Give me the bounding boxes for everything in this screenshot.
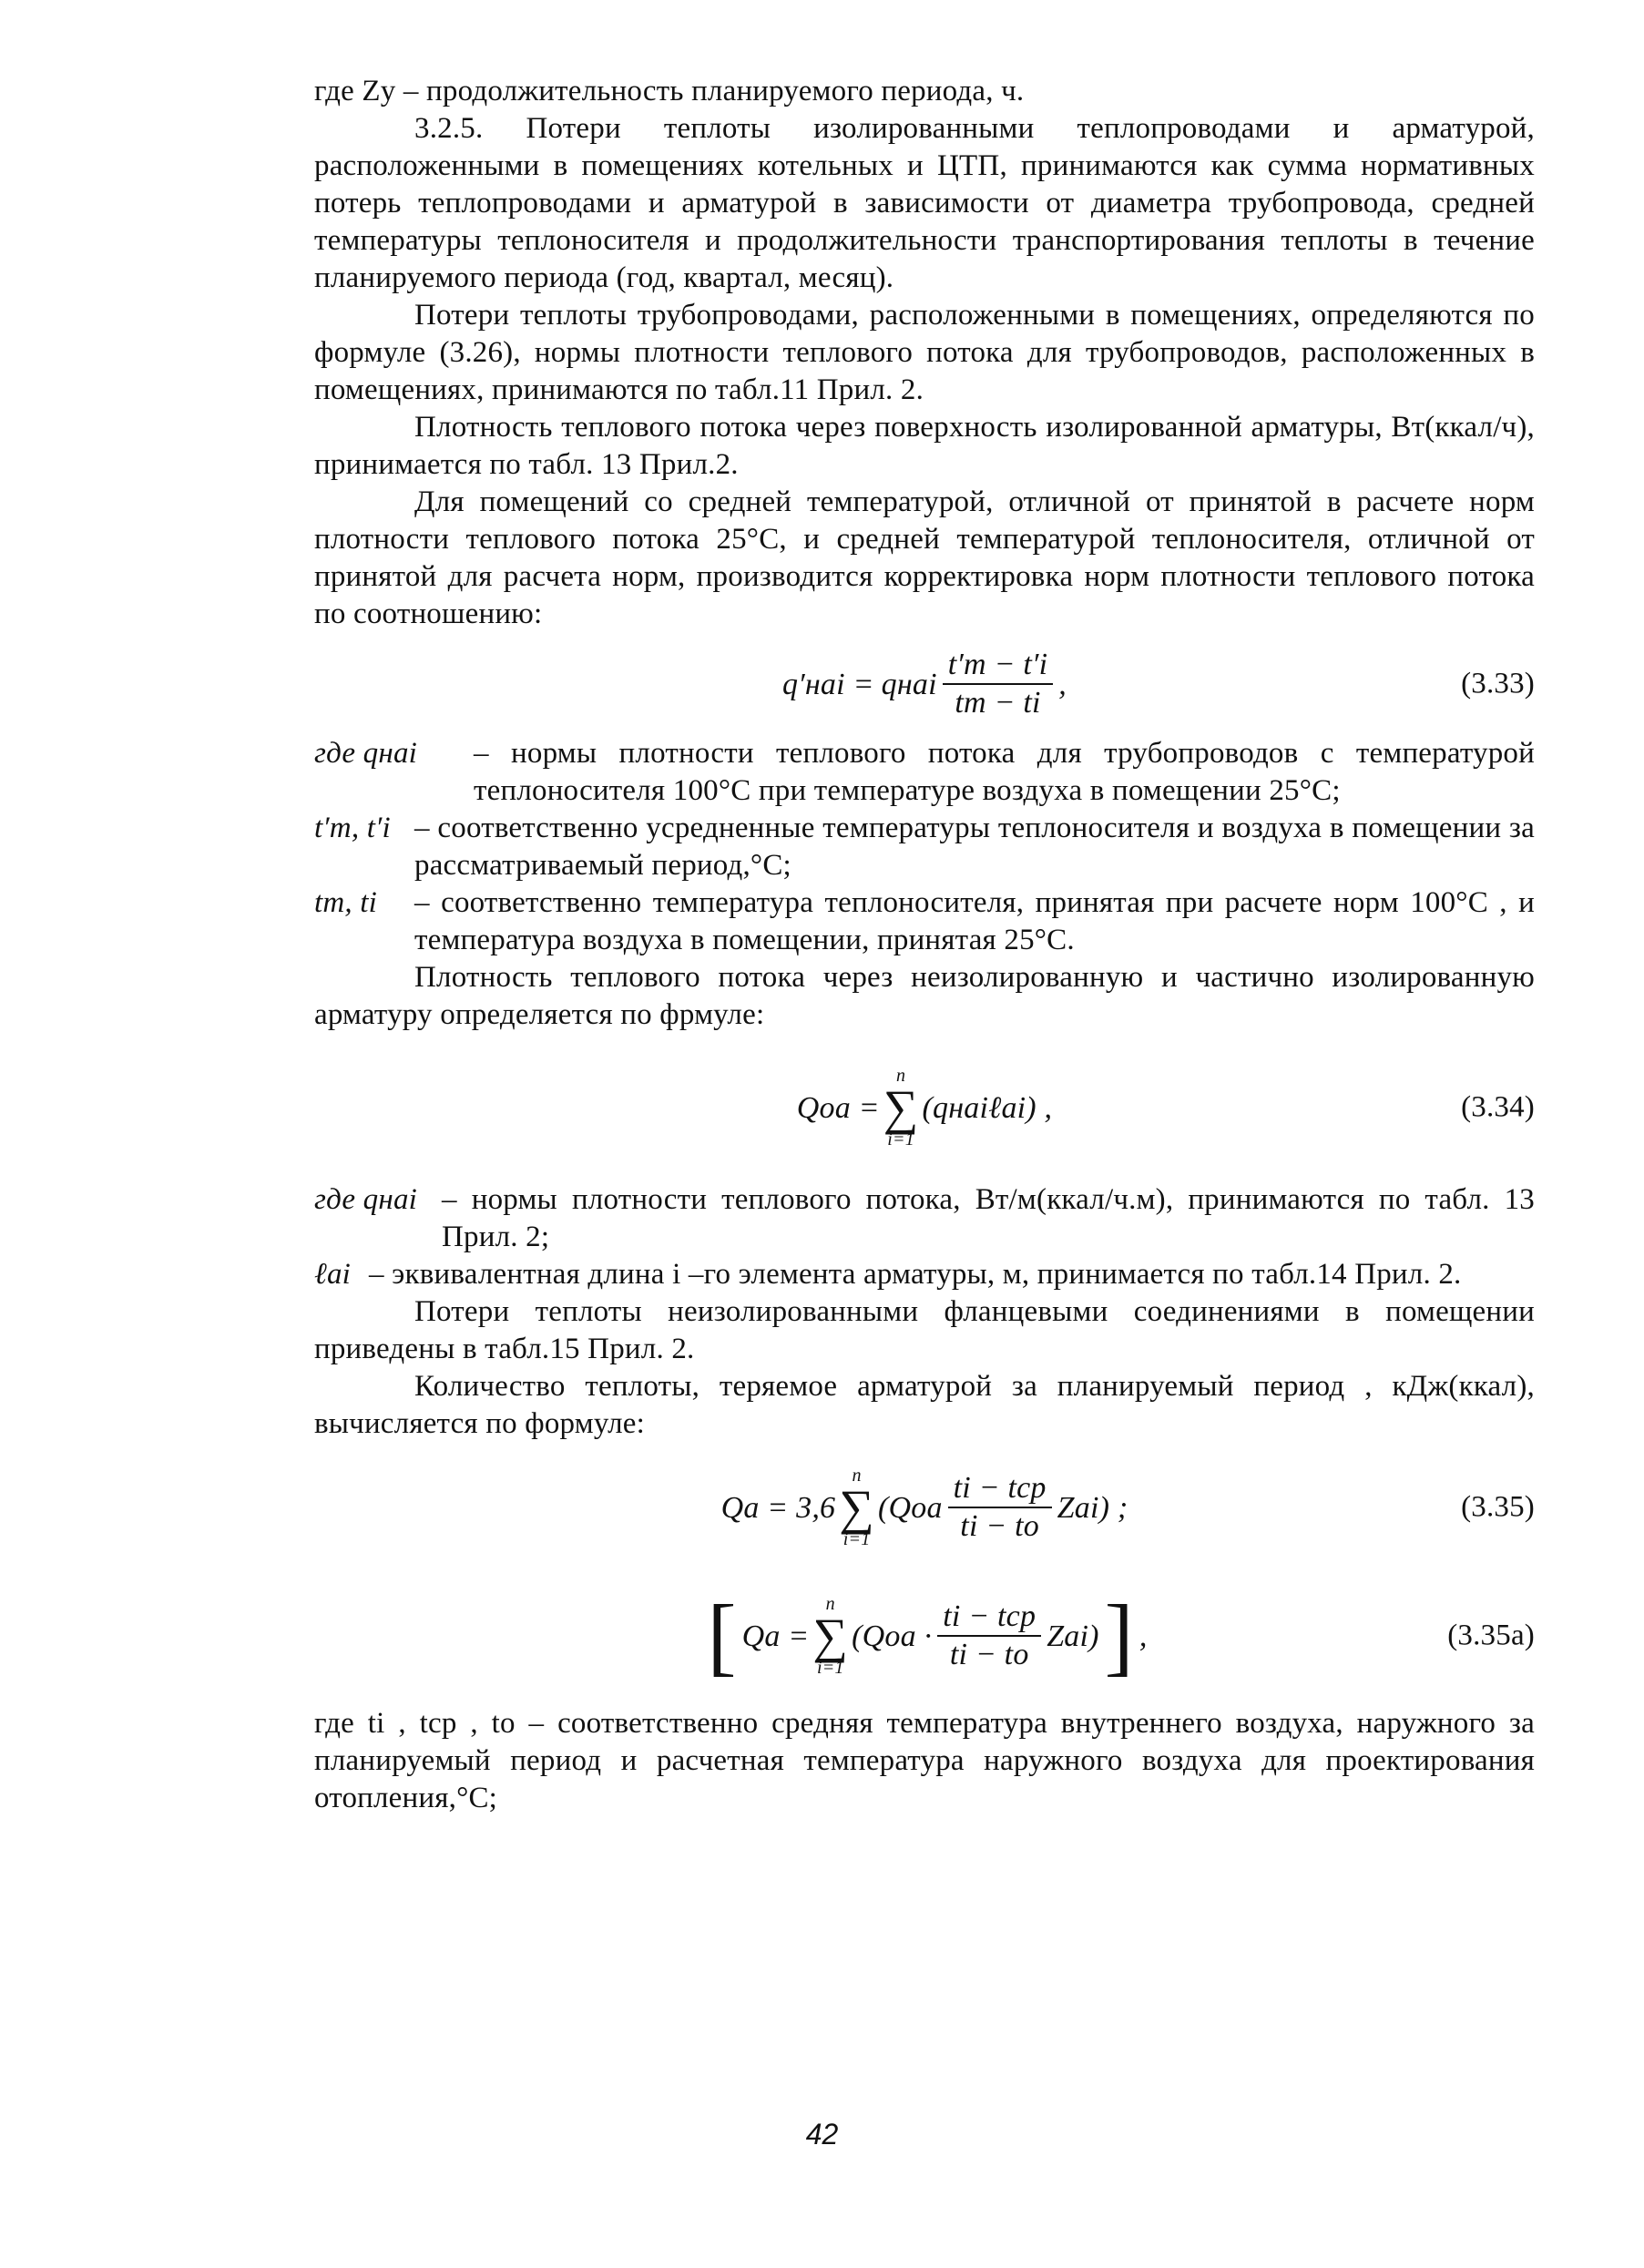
summation-symbol (883, 1067, 919, 1149)
eq-3-35-post: Zai) ; (1057, 1490, 1128, 1525)
definitions-3-35: где ti , tср , to – соответственно средняя температура внутреннего воздуха, наружного за планируемый период и расчетная температура наружного воздуха для проектирования отопления,°С; (314, 1707, 1535, 1814)
sum-upper-limit: n (852, 1466, 862, 1486)
eq-3-33-numerator: t′m − t′i (943, 649, 1054, 685)
eq-3-35-numerator: ti − tср (948, 1472, 1052, 1508)
sum-upper-limit: n (896, 1066, 906, 1086)
eq-3-35-lhs: Qa = 3,6 (720, 1490, 836, 1525)
sum-lower-limit: i=1 (816, 1658, 844, 1678)
close-bracket: ] (1104, 1587, 1134, 1684)
definition-item (314, 884, 1535, 959)
eq-3-35a-fraction (937, 1600, 1041, 1671)
paragraph-3-2-5: 3.2.5. Потери теплоты изолированными теплопроводами и арматурой, расположенными в помещениях котельных и ЦТП, принимаются как сумма нормативных потерь теплопроводами и арматурой в зависимости от диаметра трубопровода, средней температуры теплоносителя и продолжительности транспортирования теплоты в течение планируемого периода (год, квартал, месяц). (314, 112, 1535, 294)
eq-3-35a-pre: (Qoa · (852, 1619, 933, 1653)
eq-3-34-lhs: Qoa = (796, 1090, 880, 1125)
eq-3-34-body: (qнaiℓai) , (922, 1090, 1053, 1125)
eq-3-35a-lhs: Qa = (741, 1619, 810, 1653)
definition-item (314, 810, 1535, 884)
paragraph-density: Плотность теплового потока через поверхность изолированной арматуры, Вт(ккал/ч), принимается по табл. 13 Прил.2. (314, 411, 1535, 481)
definition-item (314, 1256, 1535, 1293)
document-page (314, 73, 1535, 1817)
definition-symbol: где qнai (314, 737, 418, 770)
eq-3-33-denominator: tm − ti (955, 686, 1041, 720)
open-bracket: [ (707, 1587, 737, 1684)
definition-symbol: ℓai (314, 1258, 352, 1291)
intro-line: где Zy – продолжительность планируемого периода, ч. (314, 75, 1025, 107)
eq-3-35a-tail: , (1139, 1619, 1148, 1653)
sigma-glyph: ∑ (839, 1480, 874, 1535)
equation-number-3-34: (3.34) (1461, 1090, 1535, 1124)
page-number: 42 (805, 2118, 839, 2151)
definitions-3-33 (314, 735, 1535, 959)
definition-item (314, 1181, 1535, 1256)
eq-3-33-coef: qнai (881, 667, 937, 701)
paragraph-flanges: Потери теплоты неизолированными фланцевыми соединениями в помещении приведены в табл.15 Прил. 2. (314, 1295, 1535, 1365)
eq-3-35-fraction (948, 1472, 1052, 1543)
definition-text: – эквивалентная длина i –го элемента арматуры, м, принимается по табл.14 Прил. 2. (369, 1258, 1462, 1291)
definition-symbol: t′m, t′i (314, 812, 391, 844)
sum-lower-limit: i=1 (842, 1529, 871, 1549)
equation-3-35 (314, 1448, 1535, 1567)
definition-symbol: где qнai (314, 1183, 418, 1216)
definition-text: – соответственно температура теплоносителя, принятая при расчете норм 100°С , и температура воздуха в помещении, принятая 25°С. (414, 886, 1535, 956)
definition-item (314, 735, 1535, 810)
equation-number-3-35a: (3.35a) (1447, 1619, 1535, 1652)
definitions-3-34 (314, 1181, 1535, 1293)
equation-3-33 (314, 639, 1535, 730)
definition-text: – нормы плотности теплового потока для трубопроводов с температурой теплоносителя 100°С при температуре воздуха в помещении 25°С; (474, 737, 1535, 807)
eq-3-35a-denominator: ti − to (949, 1638, 1029, 1671)
paragraph-amount: Количество теплоты, теряемое арматурой за планируемый период , кДж(ккал), вычисляется по формуле: (314, 1370, 1535, 1440)
eq-3-35-pre: (Qoa (877, 1490, 943, 1525)
sum-upper-limit: n (825, 1594, 835, 1614)
summation-symbol (812, 1595, 848, 1677)
sum-lower-limit: i=1 (887, 1129, 914, 1149)
sigma-glyph: ∑ (812, 1609, 849, 1663)
definition-text: – соответственно усредненные температуры теплоносителя и воздуха в помещении за рассматриваемый период,°С; (414, 812, 1535, 882)
eq-3-35a-numerator: ti − tср (937, 1600, 1041, 1637)
equation-3-34 (314, 1039, 1535, 1176)
summation-symbol (839, 1466, 874, 1548)
eq-3-33-lhs: q′нai = (782, 667, 874, 701)
definition-text: – нормы плотности теплового потока, Вт/м(ккал/ч.м), принимаются по табл. 13 Прил. 2; (442, 1183, 1535, 1253)
equation-3-35a (314, 1572, 1535, 1700)
equation-number-3-35: (3.35) (1461, 1490, 1535, 1524)
eq-3-35-denominator: ti − to (960, 1509, 1039, 1543)
eq-3-33-tail: , (1058, 667, 1067, 701)
paragraph-pipes: Потери теплоты трубопроводами, расположенными в помещениях, определяются по формуле (3.26), нормы плотности теплового потока для трубопроводов, расположенных в помещениях, принимаются по табл.11 Прил. 2. (314, 299, 1535, 406)
sigma-glyph: ∑ (883, 1080, 919, 1135)
paragraph-correction: Для помещений со средней температурой, отличной от принятой в расчете норм плотности теплового потока 25°С, и средней температурой теплоносителя, отличной от принятой для расчета норм, производится корректировка норм плотности теплового потока по соотношению: (314, 485, 1535, 630)
definition-symbol: tm, ti (314, 886, 378, 919)
eq-3-35a-post: Zai) (1047, 1619, 1099, 1653)
paragraph-uninsulated: Плотность теплового потока через неизолированную и частично изолированную арматуру определяется по фрмуле: (314, 961, 1535, 1031)
equation-number-3-33: (3.33) (1461, 667, 1535, 700)
eq-3-33-fraction (943, 649, 1054, 720)
